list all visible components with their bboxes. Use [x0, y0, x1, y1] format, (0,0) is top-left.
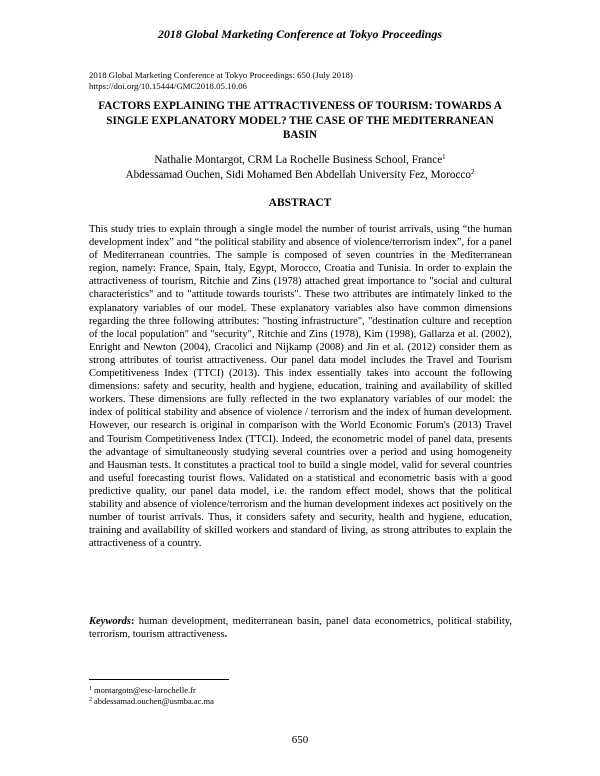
author-list — [89, 153, 511, 183]
doi-link[interactable]: https://doi.org/10.15444/GMC2018.05.10.06 — [89, 81, 247, 91]
author-line — [89, 168, 511, 183]
footnotes — [89, 685, 389, 707]
keywords-paragraph — [89, 615, 512, 641]
footnote — [89, 696, 389, 707]
running-header: 2018 Global Marketing Conference at Tokyo Proceedings — [157, 27, 443, 41]
keywords-text: human development, mediterranean basin, panel data econometrics, political stability, terrorism, tourism attractiveness — [89, 616, 512, 641]
abstract-heading: ABSTRACT — [268, 197, 332, 209]
author-affiliation: Nathalie Montargot, CRM La Rochelle Business School, France — [154, 154, 443, 166]
footnote-divider — [89, 679, 229, 680]
footnote-mark: 2 — [89, 697, 92, 703]
keywords-period: . — [224, 629, 228, 641]
footnote-email[interactable]: montargotn@esc-larochelle.fr — [94, 685, 196, 695]
abstract-body: This study tries to explain through a single model the number of tourist arrivals, using “the human development index” and “the political stability and absence of violence/terrorism index”, for a panel of Mediterranean countries. The sample is composed of seven countries in the Mediterranean region, namely: France, Spain, Italy, Egypt, Morocco, Croatia and Tunisia. In order to explain the attractiveness of tourism, Ritchie and Zins (1978) attached great importance to "social and cultural characteristics" and to "attitude towards tourists". These two attributes are intimately linked to the explanatory variables of our model. These explanatory variables also have common dimensions regarding the three following attributes: "hosting infrastructure", "destination culture and reception of the local population" and "security", Ritchie and Zins (1978), Kim (1998), Gallarza et al. (2002), Enright and Newton (2004), Cracolici and Nijkamp (2008) and Jin et al. (2012) consider them as strong attributes of tourist attractiveness. Our panel data model includes the Travel and Tourism Competitiveness Index (TTCI) (2013). This index essentially takes into account the following dimensions: safety and security, health and hygiene, education, training and availability of skilled workers. These dimensions are fully reflected in the two explanatory variables of our model: the index of political stability and absence of violence / terrorism and the index of human development. However, our research is original in comparison with the World Economic Forum's (2013) Travel and Tourism Competitiveness Index (TTCI). Indeed, the econometric model of panel data, presents the advantage of simultaneously studying several countries over a period and using homogeneity and Hausman tests. It constitutes a practical tool to build a single model, valid for several countries and useful forecasting tourist flows. Validated on a statistical and econometric basis with a good predictive quality, our panel data model, i.e. the random effect model, shows that the political stability and absence of violence/terrorism and the human development indexes act positively on the number of tourist arrivals. Thus, it considers safety and security, health and hygiene, education, training and availability of skilled workers and standard of living, as strong attributes to explain the attractiveness of a country. — [89, 224, 512, 550]
author-line — [89, 153, 511, 168]
paper-title: FACTORS EXPLAINING THE ATTRACTIVENESS OF TOURISM: TOWARDS A SINGLE EXPLANATORY MODEL? THE CASE OF THE MEDITERRANEAN BASIN — [98, 100, 502, 141]
keywords-colon: : — [131, 616, 135, 627]
footnote-mark: 1 — [89, 686, 92, 692]
author-affiliation: Abdessamad Ouchen, Sidi Mohamed Ben Abdellah University Fez, Morocco — [125, 169, 471, 181]
footnote-mark: 2 — [471, 168, 475, 176]
footnote — [89, 685, 389, 696]
footnote-email[interactable]: abdessamad.ouchen@usmba.ac.ma — [94, 696, 214, 706]
citation-block — [89, 70, 529, 92]
page-number: 650 — [291, 734, 309, 746]
citation-line: 2018 Global Marketing Conference at Tokyo Proceedings: 650 (July 2018) — [89, 70, 353, 80]
footnote-mark: 1 — [442, 153, 446, 161]
keywords-label: Keywords — [89, 616, 131, 627]
